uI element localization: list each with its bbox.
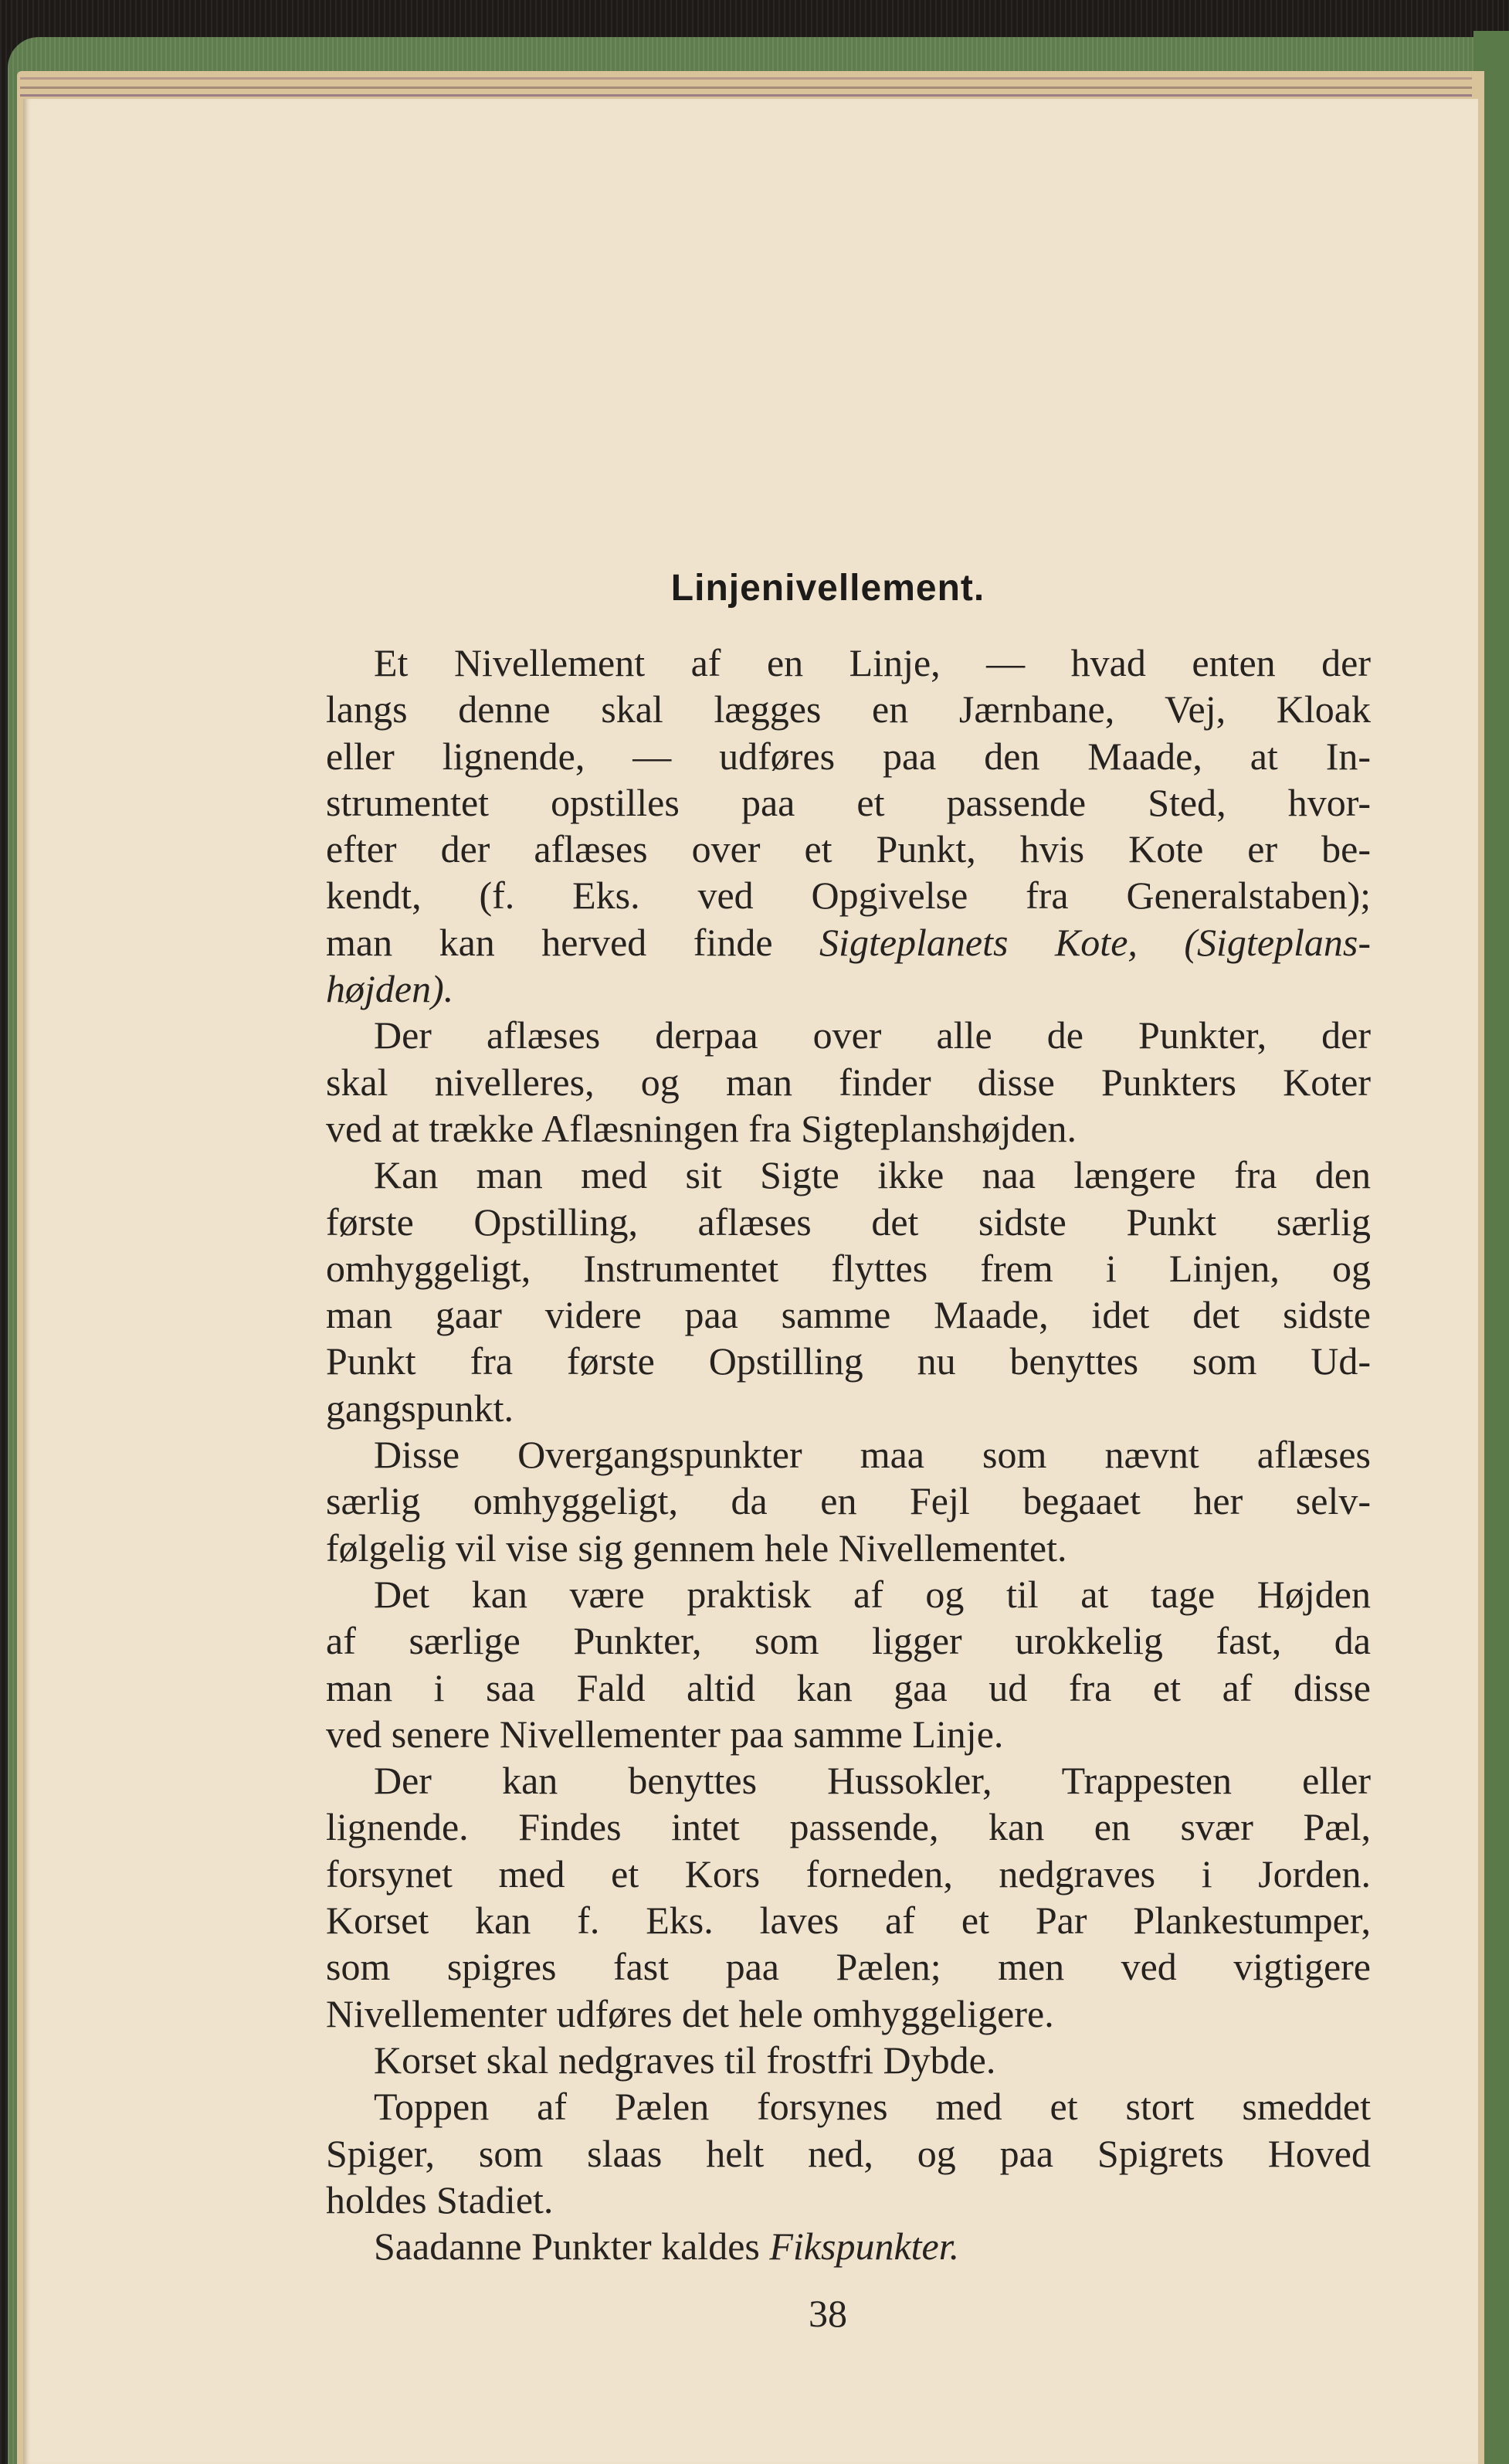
text-line: [326, 1291, 1371, 1338]
text-line: [326, 1059, 1371, 1105]
text-line: [326, 919, 1371, 966]
text-segment: holdes Stadiet.: [326, 2177, 554, 2221]
chapter-title: Linjenivellement.: [670, 568, 985, 609]
text-line: [326, 2130, 1371, 2177]
text-line: [326, 1897, 1371, 1943]
text-line: [326, 1525, 1371, 1571]
text-segment: særlig omhyggeligt, da en Fejl begaaet her selv-: [326, 1479, 1371, 1523]
text-line: [326, 1478, 1371, 1524]
text-segment: man i saa Fald altid kan gaa ud fra et af disse: [326, 1665, 1371, 1709]
text-segment: gangspunkt.: [326, 1386, 514, 1430]
paragraph: [326, 640, 1371, 1012]
text-line: [326, 640, 1371, 686]
italic-text: Fikspunkter.: [769, 2225, 960, 2269]
text-line: [326, 1245, 1371, 1291]
page-number: 38: [809, 2292, 847, 2335]
text-segment: Saadanne Punkter kaldes: [374, 2225, 770, 2269]
text-line: [326, 1012, 1371, 1058]
text-line: [326, 2083, 1371, 2130]
text-segment: som spigres fast paa Pælen; men ved vigtigere: [326, 1945, 1371, 1989]
text-line: [326, 872, 1371, 918]
text-segment: Der aflæses derpaa over alle de Punkter, der: [374, 1013, 1371, 1057]
text-segment: Korset skal nedgraves til frostfri Dybde.: [374, 2038, 996, 2082]
body-text: [326, 640, 1371, 2269]
text-line: [326, 1851, 1371, 1897]
text-line: [326, 1105, 1371, 1152]
text-segment: eller lignende, — udføres paa den Maade, at In-: [326, 734, 1371, 778]
text-segment: Korset kan f. Eks. laves af et Par Plankestumper,: [326, 1899, 1371, 1943]
text-line: [326, 1199, 1371, 1245]
text-line: [326, 686, 1371, 732]
text-segment: af særlige Punkter, som ligger urokkelig fast, da: [326, 1619, 1371, 1663]
text-segment: Punkt fra første Opstilling nu benyttes som Ud-: [326, 1339, 1371, 1383]
paragraph: [326, 1757, 1371, 2037]
text-line: [326, 779, 1371, 826]
text-line: [326, 1338, 1371, 1384]
paragraph: [326, 1571, 1371, 1757]
text-segment: Toppen af Pælen forsynes med et stort smeddet: [374, 2085, 1371, 2129]
text-segment: omhyggeligt, Instrumentet flyttes frem i Linjen, og: [326, 1246, 1371, 1290]
text-segment: Det kan være praktisk af og til at tage Højden: [374, 1572, 1371, 1616]
text-segment: lignende. Findes intet passende, kan en svær Pæl,: [326, 1805, 1371, 1849]
book-page: [23, 99, 1478, 2464]
text-line: [326, 966, 1371, 1012]
text-line: [326, 1991, 1371, 2037]
paragraph: [326, 2037, 1371, 2083]
text-line: [326, 1152, 1371, 1198]
text-segment: Kan man med sit Sigte ikke naa længere fra den: [374, 1153, 1371, 1197]
text-segment: forsynet med et Kors forneden, nedgraves i Jorden.: [326, 1851, 1371, 1896]
text-line: [326, 2037, 1371, 2083]
text-line: [326, 1943, 1371, 1990]
paragraph: [326, 1152, 1371, 1431]
text-line: [326, 1431, 1371, 1478]
text-line: [326, 1804, 1371, 1850]
text-line: [326, 2177, 1371, 2223]
text-segment: man kan herved finde: [326, 920, 820, 964]
text-segment: man gaar videre paa samme Maade, idet det sidste: [326, 1293, 1371, 1337]
text-line: [326, 1757, 1371, 1804]
paragraph: [326, 1012, 1371, 1152]
text-segment: efter der aflæses over et Punkt, hvis Kote er be-: [326, 827, 1371, 871]
text-line: [326, 1571, 1371, 1617]
text-line: [326, 1385, 1371, 1431]
paragraph: [326, 1431, 1371, 1571]
text-line: [326, 1665, 1371, 1711]
text-segment: ved senere Nivellementer paa samme Linje.: [326, 1712, 1004, 1756]
paragraph: [326, 2083, 1371, 2223]
text-segment: Nivellementer udføres det hele omhyggeligere.: [326, 1991, 1054, 2035]
text-segment: første Opstilling, aflæses det sidste Punkt særlig: [326, 1200, 1371, 1244]
text-segment: følgelig vil vise sig gennem hele Nivellementet.: [326, 1526, 1067, 1570]
text-line: [326, 1711, 1371, 1757]
text-segment: skal nivelleres, og man finder disse Punkters Koter: [326, 1060, 1371, 1104]
text-line: [326, 826, 1371, 872]
text-segment: strumentet opstilles paa et passende Sted, hvor-: [326, 780, 1371, 824]
text-segment: ved at trække Aflæsningen fra Sigteplanshøjden.: [326, 1106, 1077, 1150]
text-segment: Der kan benyttes Hussokler, Trappesten eller: [374, 1759, 1371, 1803]
page-edge: [20, 87, 1472, 89]
text-segment: langs denne skal lægges en Jærnbane, Vej, Kloak: [326, 687, 1371, 731]
italic-text: Sigteplanets Kote, (Sigteplans-: [819, 920, 1372, 964]
page-edge: [20, 77, 1472, 80]
page-edge: [20, 94, 1472, 97]
text-line: [326, 1617, 1371, 1664]
text-segment: Et Nivellement af en Linje, — hvad enten der: [374, 641, 1371, 684]
text-segment: Spiger, som slaas helt ned, og paa Spigrets Hoved: [326, 2131, 1371, 2175]
text-segment: Disse Overgangspunkter maa som nævnt aflæses: [374, 1433, 1371, 1477]
text-line: [326, 2223, 1371, 2269]
text-line: [326, 733, 1371, 779]
italic-text: højden).: [326, 967, 454, 1011]
text-segment: kendt, (f. Eks. ved Opgivelse fra Generalstaben);: [326, 874, 1371, 918]
paragraph: [326, 2223, 1371, 2269]
